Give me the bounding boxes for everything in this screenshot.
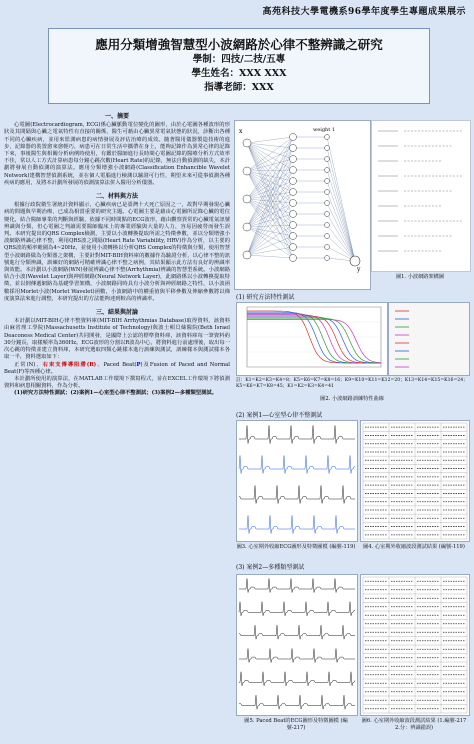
connection-line bbox=[247, 137, 293, 255]
formula-block bbox=[371, 120, 471, 272]
connection-line bbox=[247, 199, 293, 247]
connection-line bbox=[247, 171, 293, 192]
ecg-trace bbox=[239, 625, 355, 639]
ecg-trace bbox=[239, 602, 355, 616]
title-class: 學制：四技/二技/五專 bbox=[192, 54, 286, 65]
weight-node bbox=[325, 190, 330, 195]
training-curve-plot bbox=[236, 302, 388, 376]
ecg-case2-svg bbox=[237, 575, 357, 715]
input-node bbox=[243, 251, 251, 259]
section2-text: 根據行政院衛生署統計資料顯示，心臟疾病已是臺灣十大死亡原因之一，故對早期發現心臟病的問題與早期治療，已成為相當重要的研究主題。心電圖主要是藉由心電圖所記錄心臟的電位變化，結合醫師專業的判斷與經驗，依據不同時間點的ECG波形，藉由觀察異常的心臟電氣訊號辨識與分類，但心電圖之判讀需要醫師臨床上的專業經驗與大量的人力，容易因疲勞而發生誤判。本研究提出的QRS Complex檢測，主要以小波轉換提取所需之特徵參數，並以分類增強小波網路辨識心律不整，利用QRS波之間隔(Heart Rate Variability, HRV)作為分析，以主要的QRS波的頻率範圍為4~20Hz，並使用小波轉換以分析QRS Complex的特徵與分類，使用智慧型小波網路做為分類器之架構，主要針對MIT-BIH資料庫的數據作為驗證分析，以心律不整的訊號進行分類辨識，訓練好的網路可精確辨識心律不整之病例，其結果顯示此方法有良好的辨識率與效能。本計劃以小波網路(WN)發展辨識心律不整(Arrhythmia)辨識的智慧型系統。小波網路結合小波(Wavelet Layer)與神經網路(Neural Network Layer)，此網路係以小波轉換提取特徵，並以倒傳遞網路為基礎學習架構，小波網路同時具有小波分析與神經網路之特性，以小波函數採用Morlet小波(Morlet Wavelet)函數，小波網路中的權重值與平移參數及伸縮參數將以梯度演算法來進行調整，本研究提出的方法能夠達到較高的辨識率。 bbox=[4, 202, 230, 302]
connection-line bbox=[327, 159, 355, 261]
input-node bbox=[243, 223, 251, 231]
class-r-label: 右束支傳導阻滯(R) bbox=[42, 361, 97, 368]
ecg-trace bbox=[239, 695, 355, 709]
wavelet-network-diagram bbox=[234, 120, 371, 290]
wavelet-node bbox=[290, 233, 297, 240]
network-svg bbox=[235, 121, 370, 289]
ecg-trace bbox=[239, 649, 355, 663]
connection-line bbox=[247, 255, 293, 258]
ecg-plot-case2 bbox=[236, 574, 358, 716]
sub2-label: (2) 案例1—心室型心律不整測試 bbox=[236, 412, 323, 419]
result-table1-svg bbox=[361, 421, 469, 541]
connection-line bbox=[247, 143, 293, 203]
connection-line bbox=[247, 199, 293, 203]
section3-title: 三、結果與討論 bbox=[95, 309, 138, 317]
ecg-case1-svg bbox=[237, 421, 357, 541]
header-org: 高苑科技大學電機系96學年度學生專題成果展示 bbox=[262, 7, 466, 17]
connection-line bbox=[247, 171, 293, 247]
training-curve bbox=[247, 313, 381, 363]
weight-node bbox=[325, 223, 330, 228]
section1-title: 一、摘要 bbox=[104, 113, 129, 120]
section3-text-4: (1)研究方法特性測試；(2)案例1—心室型心律不整測試；(3)案例2—多種類型測試。 bbox=[14, 390, 217, 397]
ecg-trace bbox=[239, 426, 355, 444]
section3-text-3: 本計劃所使用的演算法，在MATLAB工作環境下撰寫程式，並在EXCEL工作環境下將偵測資料和病患相關資料，作為分析。 bbox=[4, 375, 230, 390]
weight-node bbox=[325, 135, 330, 140]
wavelet-node bbox=[290, 145, 297, 152]
formula-svg bbox=[372, 121, 470, 271]
ecg-trace bbox=[239, 516, 355, 534]
wavelet-node bbox=[290, 189, 297, 196]
result-table2-svg bbox=[361, 575, 469, 715]
training-curve bbox=[247, 316, 381, 363]
title-advisor: 指導老師：XXX bbox=[204, 82, 274, 93]
fig3-caption: 圖3. 心室期外收縮ECG圖形及特徵圖模 (編號-119) bbox=[236, 544, 356, 550]
training-curves-svg bbox=[237, 303, 387, 375]
connection-line bbox=[327, 203, 355, 261]
input-node bbox=[243, 167, 251, 175]
sub3-label: (3) 案例2—多種類型測試 bbox=[236, 564, 305, 571]
connection-line bbox=[327, 236, 355, 261]
connection-line bbox=[327, 148, 355, 261]
weight-node bbox=[325, 234, 330, 239]
connection-line bbox=[247, 199, 293, 225]
weight-node bbox=[325, 179, 330, 184]
legend-svg bbox=[389, 303, 469, 375]
connection-line bbox=[327, 137, 355, 261]
connection-line bbox=[247, 171, 293, 181]
wavelet-node bbox=[290, 244, 297, 251]
connection-line bbox=[247, 199, 293, 236]
text-pre: 正常(N)、 bbox=[14, 361, 43, 368]
wavelet-node bbox=[290, 255, 297, 262]
wavelet-node bbox=[290, 156, 297, 163]
text-post: )及Fusion of Paced and Normal Beat(F)等四種心律。 bbox=[4, 361, 230, 375]
connection-line bbox=[247, 214, 293, 227]
result-table-case2 bbox=[360, 574, 470, 716]
fig1-caption: 圖1. 小波網路架構圖 bbox=[395, 274, 445, 280]
page-title: 應用分類增強智慧型小波網路於心律不整辨識之研究 bbox=[95, 37, 383, 52]
connection-line bbox=[247, 143, 293, 181]
section1-text: 心電圖(Electrocardiogram, ECG)係心臟脈動電位變化的圖形，由於心電圖各種波形的形狀及其間隔與心臟之電氣特性有直接的關係，醫生可藉由心臟異常電氣狀態的狀況，診斷出各種不同的心臟疾病，並用來監測病患的病情發展及評估治療的成效。隨著醫用儀器製造技術的進步，記錄器的裝置愈來愈輕巧，病患可在日常生活中攜帶在身上，能夠記錄作為異常心律的記錄下來，事後醫生與相關分析病例時使用，有鑑於醫師進行長時間心電圖記錄的醫療分析方式效率不佳，常以人工方式計算病患每分鐘心跳次數(Heart Rate)的記錄，無法自動偵測的缺失，本計劃將發展自動偵測的演算法。應用分類增強小波網路(Classification Enhancible Wavelet Network)建構智慧偵測系統，並在個人電腦進行檢測以驗證可行性，期望未來可從事偵測各種疾病的應用，及將本計劃所發展的偵測演算法併入醫用分析儀器。 bbox=[4, 122, 230, 186]
ecg-plot-case1 bbox=[236, 420, 358, 542]
weight-node bbox=[325, 157, 330, 162]
section3-text-1: 本計劃以MIT-BIH心律不整資料庫(MIT-BIH Arrhythmias Database)取得資料，該資料由麻省理工學院(Massachusetts Institute of Technology)與波士頓貝絲醫院(Beth Israel Deaconess Medical Center)共同開發，是國際上公認的標準資料庫，該資料庫每一筆資料約30分鐘長，取樣頻率為360Hz。ECG波形的分割以R波為中心，將資料進行前處理後，取出每一次心跳的特徵並建立資料庫，本研究選取四類心跳樣本進行訓練與測試，訓練樣本與測試樣本各取一半，資料選取如下： bbox=[4, 318, 230, 361]
output-node bbox=[350, 256, 360, 266]
ecg-trace bbox=[239, 486, 355, 504]
connection-line bbox=[247, 247, 293, 255]
net-input-label: x bbox=[239, 128, 243, 135]
section3-text-2 bbox=[4, 362, 230, 376]
fig6-caption: 圖6. 心室期外收縮波段測試結果 (1.編號-217 2.分：辨識錯誤) bbox=[361, 718, 467, 731]
weight-node bbox=[325, 245, 330, 250]
weight-node bbox=[325, 146, 330, 151]
text-mid: 、Paced Beat( bbox=[96, 361, 137, 368]
input-node bbox=[243, 195, 251, 203]
wavelet-node bbox=[290, 200, 297, 207]
net-output-label: y bbox=[357, 266, 361, 273]
class-p-label: P bbox=[136, 361, 141, 368]
training-curve bbox=[247, 319, 381, 362]
sub1-label: (1) 研究方法特性測試 bbox=[236, 294, 295, 301]
fig2-note: 註：K1=K2=K3=K4=8；K5=K6=K7=K8=16；K9=K10=K11=K12=20；K13=K14=K15=K16=24；K5=K6=K7=K8=45；K1=K2=K3=K4=41 bbox=[236, 378, 468, 389]
weight-node bbox=[325, 168, 330, 173]
connection-line bbox=[327, 170, 355, 261]
ecg-trace bbox=[239, 672, 355, 686]
ecg-trace bbox=[239, 456, 355, 474]
connection-line bbox=[247, 203, 293, 255]
fig4-caption: 圖4. 心室期外收縮波段測試結果 (編號-119) bbox=[363, 544, 465, 550]
connection-line bbox=[247, 171, 293, 214]
connection-line bbox=[247, 170, 293, 171]
fig5-caption: 圖5. Paced Beat的ECG圖形及特徵圖模 (編號-217) bbox=[244, 718, 348, 731]
weight-node bbox=[325, 212, 330, 217]
wavelet-node bbox=[290, 167, 297, 174]
legend-box bbox=[388, 302, 470, 376]
left-column bbox=[4, 110, 230, 740]
title-students: 學生姓名：XXX XXX bbox=[191, 68, 287, 79]
section2-title: 二、材料與方法 bbox=[95, 193, 138, 201]
training-curve bbox=[247, 318, 381, 363]
weight-node bbox=[325, 201, 330, 206]
wavelet-node bbox=[290, 134, 297, 141]
ecg-trace bbox=[239, 579, 355, 593]
input-node bbox=[243, 139, 251, 147]
title-box bbox=[48, 28, 430, 104]
wavelet-node bbox=[290, 222, 297, 229]
wavelet-node bbox=[290, 178, 297, 185]
weight-node bbox=[325, 256, 330, 261]
result-table-case1 bbox=[360, 420, 470, 542]
fig2-caption: 圖2. 小波網路訓練特性曲線 bbox=[320, 396, 384, 402]
connection-line bbox=[327, 192, 355, 261]
wavelet-node bbox=[290, 211, 297, 218]
net-weight-label: weight 1 bbox=[313, 127, 336, 133]
training-curve bbox=[247, 317, 381, 363]
